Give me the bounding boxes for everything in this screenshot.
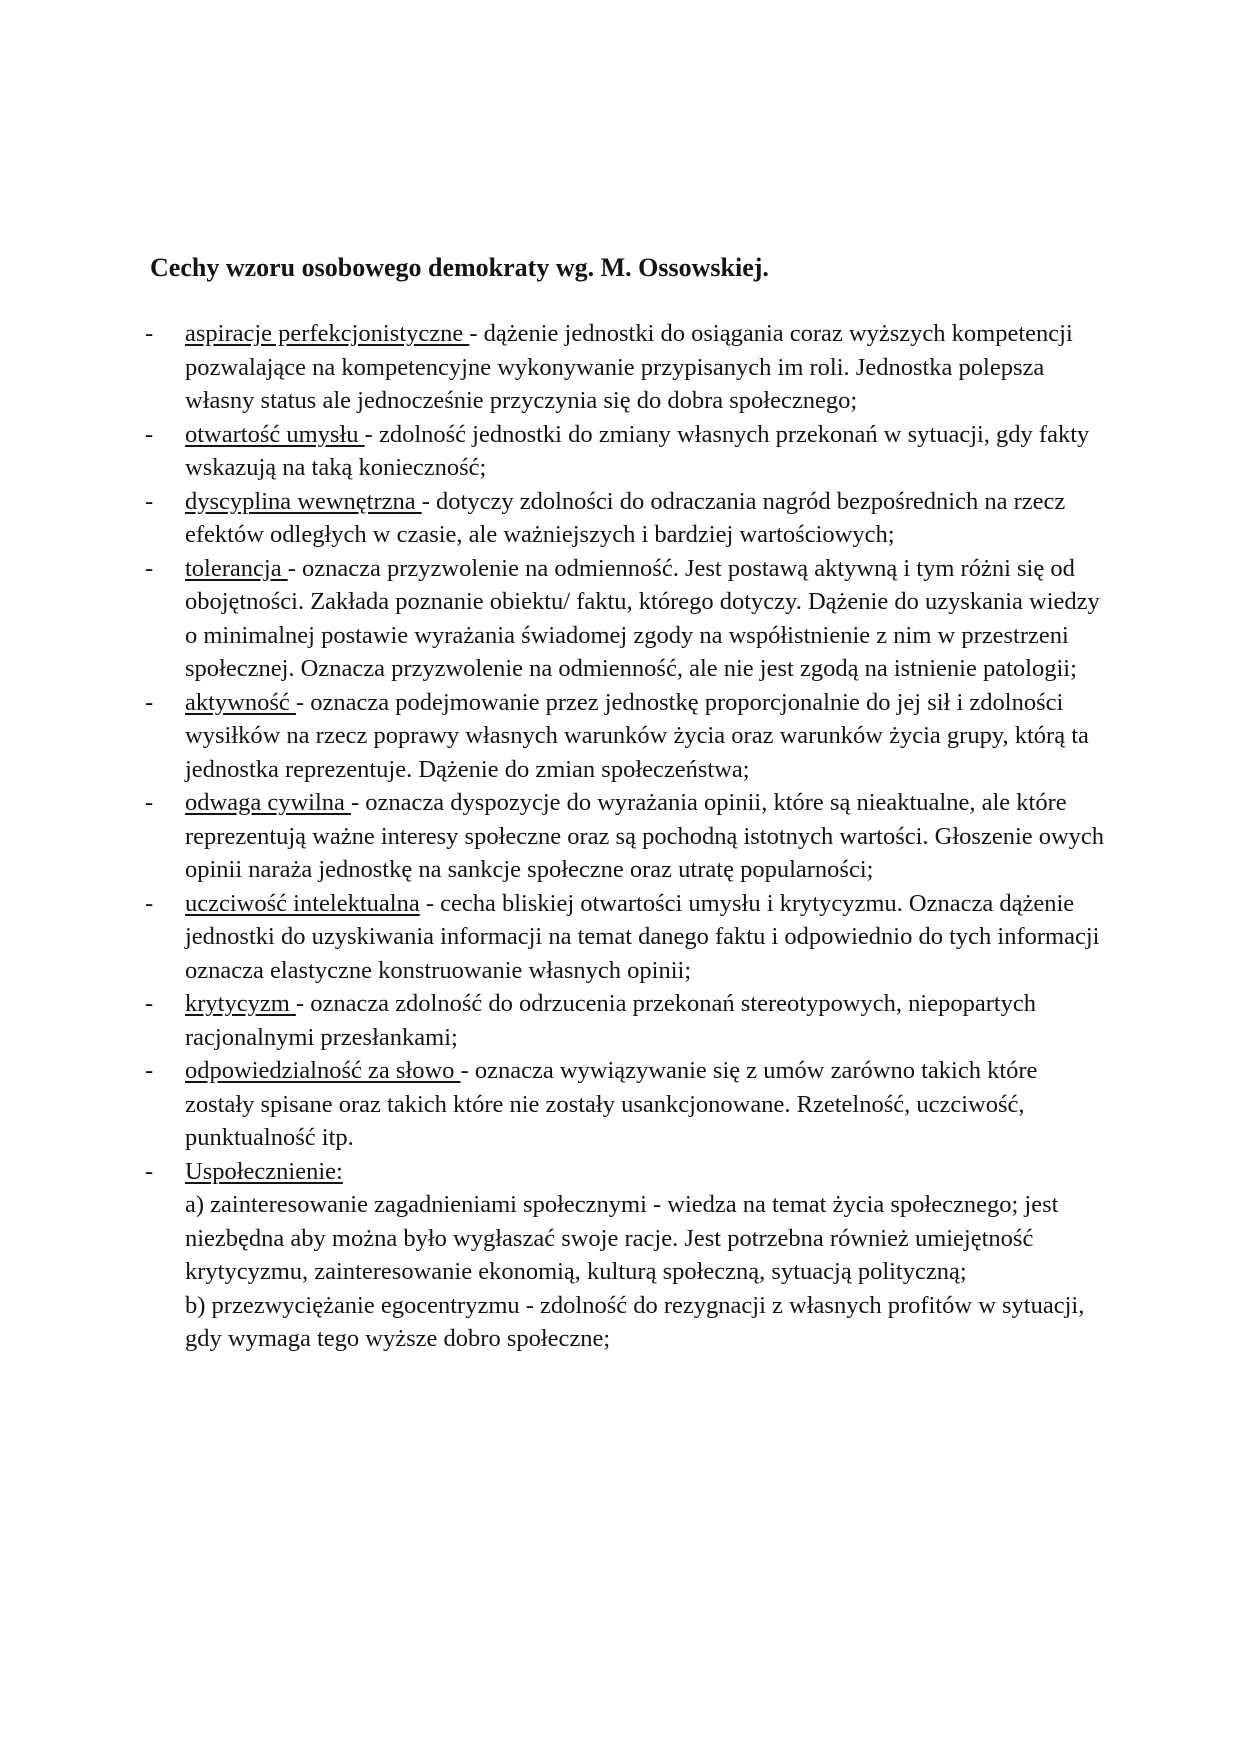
trait-term: aktywność — [185, 688, 296, 716]
trait-term: odpowiedzialność za słowo — [185, 1057, 461, 1084]
trait-description: - dotyczy zdolności do odraczania nagród bezpośrednich na rzecz efektów odległych w czasie, ale ważniejszych i bardziej wartościowych; — [185, 487, 1066, 548]
list-item — [145, 418, 1105, 485]
trait-description: - oznacza wywiązywanie się z umów zarówno takich które zostały spisane oraz takich które nie zostały usankcjonowane. Rzetelność, uczciwość, punktualność itp. — [185, 1057, 1038, 1151]
list-item — [145, 1155, 1105, 1356]
trait-description: - oznacza przyzwolenie na odmienność. Jest postawą aktywną i tym różni się od obojętności. Zakłada poznanie obiektu/ faktu, którego dotyczy. Dążenie do uzyskania wiedzy o minimalnej postawie wyrażania świadomej zgody na współistnienie z nim w przestrzeni społecznej. Oznacza przyzwolenie na odmienność, ale nie jest zgodą na istnienie patologii; — [185, 554, 1100, 682]
list-item — [145, 686, 1105, 787]
sub-item: a) zainteresowanie zagadnieniami społecznymi - wiedza na temat życia społecznego; jest niezbędna aby można było wygłaszać swoje racje. Jest potrzebna również umiejętność krytycyzmu, zainteresowanie ekonomią, kulturą społeczną, sytuacją polityczną; — [185, 1191, 1059, 1285]
trait-term: krytycyzm — [185, 990, 296, 1017]
list-bullet: - — [145, 789, 154, 816]
trait-description: - oznacza podejmowanie przez jednostkę proporcjonalnie do jej sił i zdolności wysiłków na rzecz poprawy własnych warunków życia oraz warunków życia grupy, którą ta jednostka reprezentuje. Dążenie do zmian społeczeństwa; — [185, 688, 1089, 783]
sub-item: b) przezwyciężanie egocentryzmu - zdolność do rezygnacji z własnych profitów w sytuacji, gdy wymaga tego wyższe dobro społeczne; — [185, 1291, 1085, 1352]
trait-list — [145, 317, 1105, 1356]
trait-description: - oznacza zdolność do odrzucenia przekonań stereotypowych, niepopartych racjonalnymi przesłankami; — [185, 990, 1037, 1051]
trait-term: tolerancja — [185, 554, 288, 582]
document-title: Cechy wzoru osobowego demokraty wg. M. Ossowskiej. — [150, 253, 769, 282]
trait-description: - zdolność jednostki do zmiany własnych przekonań w sytuacji, gdy fakty wskazują na taką konieczność; — [185, 420, 1090, 481]
list-bullet: - — [145, 320, 154, 347]
trait-term: Uspołecznienie: — [185, 1157, 343, 1185]
list-bullet: - — [145, 889, 154, 917]
list-bullet: - — [145, 1057, 154, 1084]
trait-term: uczciwość intelektualna — [185, 889, 420, 917]
trait-description: - cecha bliskiej otwartości umysłu i krytycyzmu. Oznacza dążenie jednostki do uzyskiwania informacji na temat danego faktu i odpowiednio do tych informacji oznacza elastyczne konstruowanie własnych opinii; — [185, 889, 1100, 984]
list-bullet: - — [145, 487, 154, 515]
trait-term: aspiracje perfekcjonistyczne — [185, 320, 470, 347]
list-bullet: - — [145, 688, 154, 716]
trait-description: - dążenie jednostki do osiągania coraz wyższych kompetencji pozwalające na kompetencyjne wykonywanie przypisanych im roli. Jednostka polepsza własny status ale jednocześnie przyczynia się do dobra społecznego; — [185, 320, 1073, 414]
trait-term: otwartość umysłu — [185, 420, 365, 448]
trait-description: - oznacza dyspozycje do wyrażania opinii, które są nieaktualne, ale które reprezentują ważne interesy społeczne oraz są pochodną istotnych wartości. Głoszenie owych opinii naraża jednostkę na sankcje społeczne oraz utratę popularności; — [185, 789, 1105, 883]
list-item — [145, 987, 1105, 1054]
trait-term: odwaga cywilna — [185, 789, 351, 816]
list-bullet: - — [145, 990, 154, 1017]
list-item — [145, 1054, 1105, 1155]
list-item — [145, 485, 1105, 552]
list-item — [145, 552, 1105, 686]
list-item — [145, 887, 1105, 988]
list-bullet: - — [145, 420, 154, 448]
list-item — [145, 317, 1105, 418]
list-bullet: - — [145, 1157, 154, 1185]
list-bullet: - — [145, 554, 154, 582]
list-item — [145, 786, 1105, 887]
trait-term: dyscyplina wewnętrzna — [185, 487, 422, 515]
